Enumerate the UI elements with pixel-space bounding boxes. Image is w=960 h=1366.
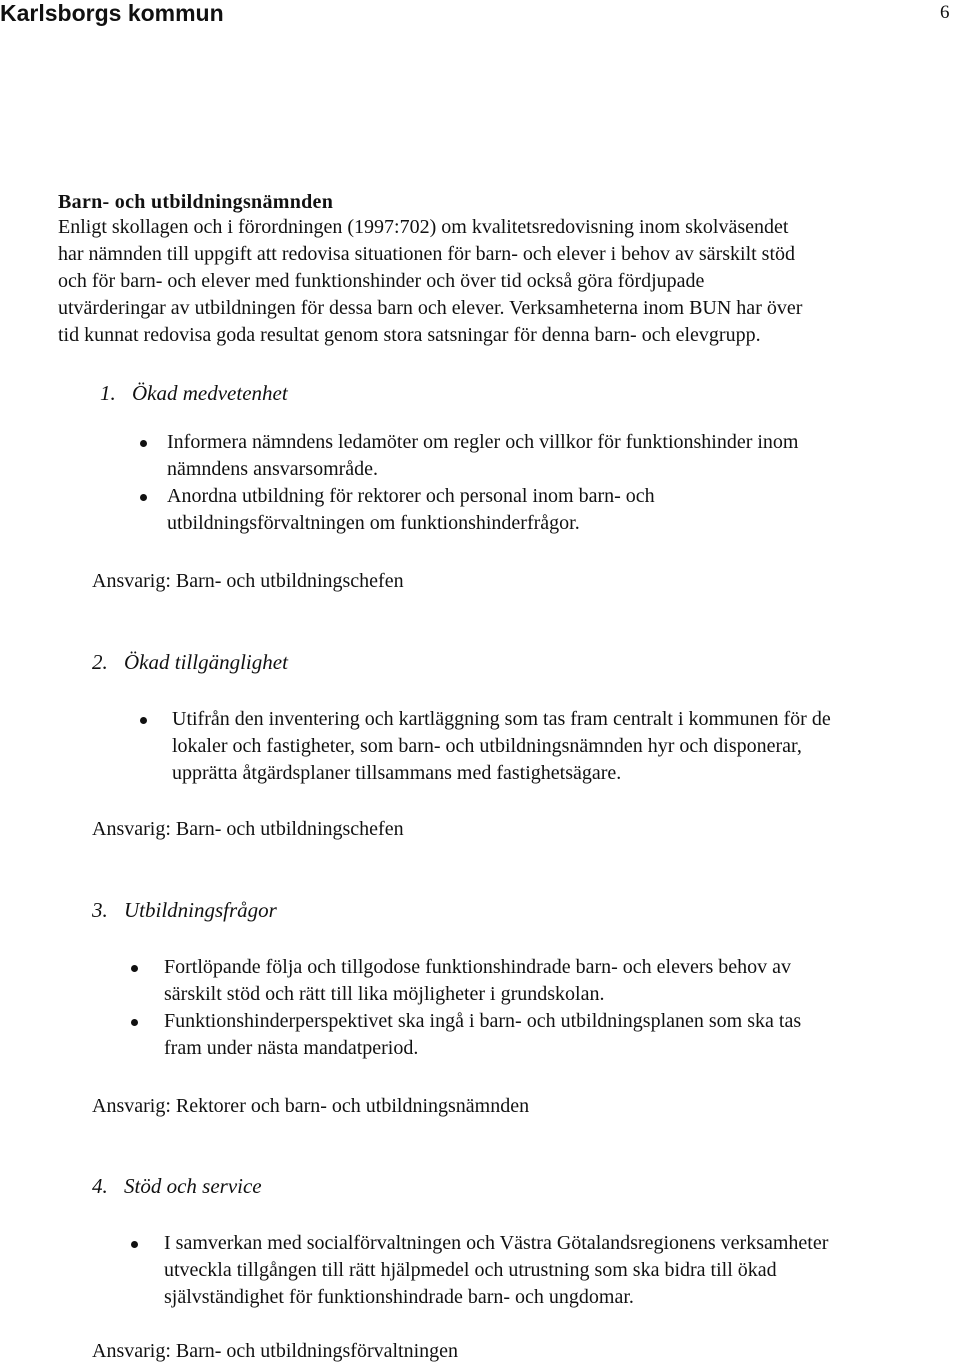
bullet-line: Fortlöpande följa och tillgodose funktionshindrade barn- och elevers behov av xyxy=(164,956,792,978)
bullet-dot xyxy=(140,440,147,447)
item-number: 1. xyxy=(100,381,116,405)
bullet-dot xyxy=(131,965,138,972)
bullet-list-2 xyxy=(140,706,831,787)
list-item xyxy=(140,706,831,787)
item-title-1 xyxy=(100,380,288,406)
bullet-dot xyxy=(131,1241,138,1248)
bullet-dot xyxy=(140,494,147,501)
bullet-line: upprätta åtgärdsplaner tillsammans med fastighetsägare. xyxy=(172,762,622,784)
bullet-line: Utifrån den inventering och kartläggning som tas fram centralt i kommunen för de xyxy=(172,708,831,730)
list-item xyxy=(131,954,801,1008)
intro-line: tid kunnat redovisa goda resultat genom stora satsningar för denna barn- och elevgrupp. xyxy=(58,324,761,346)
responsible-2: Ansvarig: Barn- och utbildningschefen xyxy=(92,818,404,840)
document-header-title: Karlsborgs kommun xyxy=(0,0,224,26)
bullet-line: Funktionshinderperspektivet ska ingå i barn- och utbildningsplanen som ska tas xyxy=(164,1010,802,1032)
bullet-dot xyxy=(140,717,147,724)
item-title-text: Ökad medvetenhet xyxy=(132,381,288,405)
responsible-4: Ansvarig: Barn- och utbildningsförvaltningen xyxy=(92,1340,459,1362)
item-number: 4. xyxy=(92,1174,108,1198)
bullet-line: I samverkan med socialförvaltningen och Västra Götalandsregionens verksamheter xyxy=(164,1232,829,1254)
list-item xyxy=(131,1008,801,1062)
item-title-text: Stöd och service xyxy=(124,1174,262,1198)
item-number: 3. xyxy=(92,898,108,922)
bullet-line: nämndens ansvarsområde. xyxy=(167,458,379,480)
list-item xyxy=(140,483,798,537)
bullet-list-4 xyxy=(131,1230,828,1311)
bullet-line: särskilt stöd och rätt till lika möjligheter i grundskolan. xyxy=(164,983,605,1005)
item-title-4 xyxy=(92,1173,262,1199)
intro-line: Enligt skollagen och i förordningen (1997:702) om kvalitetsredovisning inom skolväsendet xyxy=(58,216,789,238)
bullet-dot xyxy=(131,1019,138,1026)
list-item xyxy=(131,1230,828,1311)
item-title-text: Utbildningsfrågor xyxy=(124,898,277,922)
page-number: 6 xyxy=(940,2,950,23)
intro-line: har nämnden till uppgift att redovisa situationen för barn- och elever i behov av särskilt stöd xyxy=(58,243,796,265)
responsible-1: Ansvarig: Barn- och utbildningschefen xyxy=(92,570,404,592)
intro-paragraph xyxy=(58,214,958,349)
item-number: 2. xyxy=(92,650,108,674)
bullet-line: självständighet för funktionshindrade barn- och ungdomar. xyxy=(164,1286,634,1308)
item-title-2 xyxy=(92,649,288,675)
intro-line: och för barn- och elever med funktionshinder och över tid också göra fördjupade xyxy=(58,270,705,292)
bullet-line: utbildningsförvaltningen om funktionshinderfrågor. xyxy=(167,512,580,534)
item-title-3 xyxy=(92,897,277,923)
item-title-text: Ökad tillgänglighet xyxy=(124,650,288,674)
section-heading: Barn- och utbildningsnämnden xyxy=(58,191,334,213)
bullet-line: lokaler och fastigheter, som barn- och utbildningsnämnden hyr och disponerar, xyxy=(172,735,802,757)
bullet-line: utveckla tillgången till rätt hjälpmedel och utrustning som ska bidra till ökad xyxy=(164,1259,777,1281)
bullet-line: Anordna utbildning för rektorer och personal inom barn- och xyxy=(167,485,655,507)
intro-line: utvärderingar av utbildningen för dessa barn och elever. Verksamheterna inom BUN har över xyxy=(58,297,803,319)
responsible-3: Ansvarig: Rektorer och barn- och utbildningsnämnden xyxy=(92,1095,530,1117)
bullet-line: Informera nämndens ledamöter om regler och villkor för funktionshinder inom xyxy=(167,431,799,453)
bullet-line: fram under nästa mandatperiod. xyxy=(164,1037,419,1059)
bullet-list-1 xyxy=(140,429,798,537)
bullet-list-3 xyxy=(131,954,801,1062)
list-item xyxy=(140,429,798,483)
